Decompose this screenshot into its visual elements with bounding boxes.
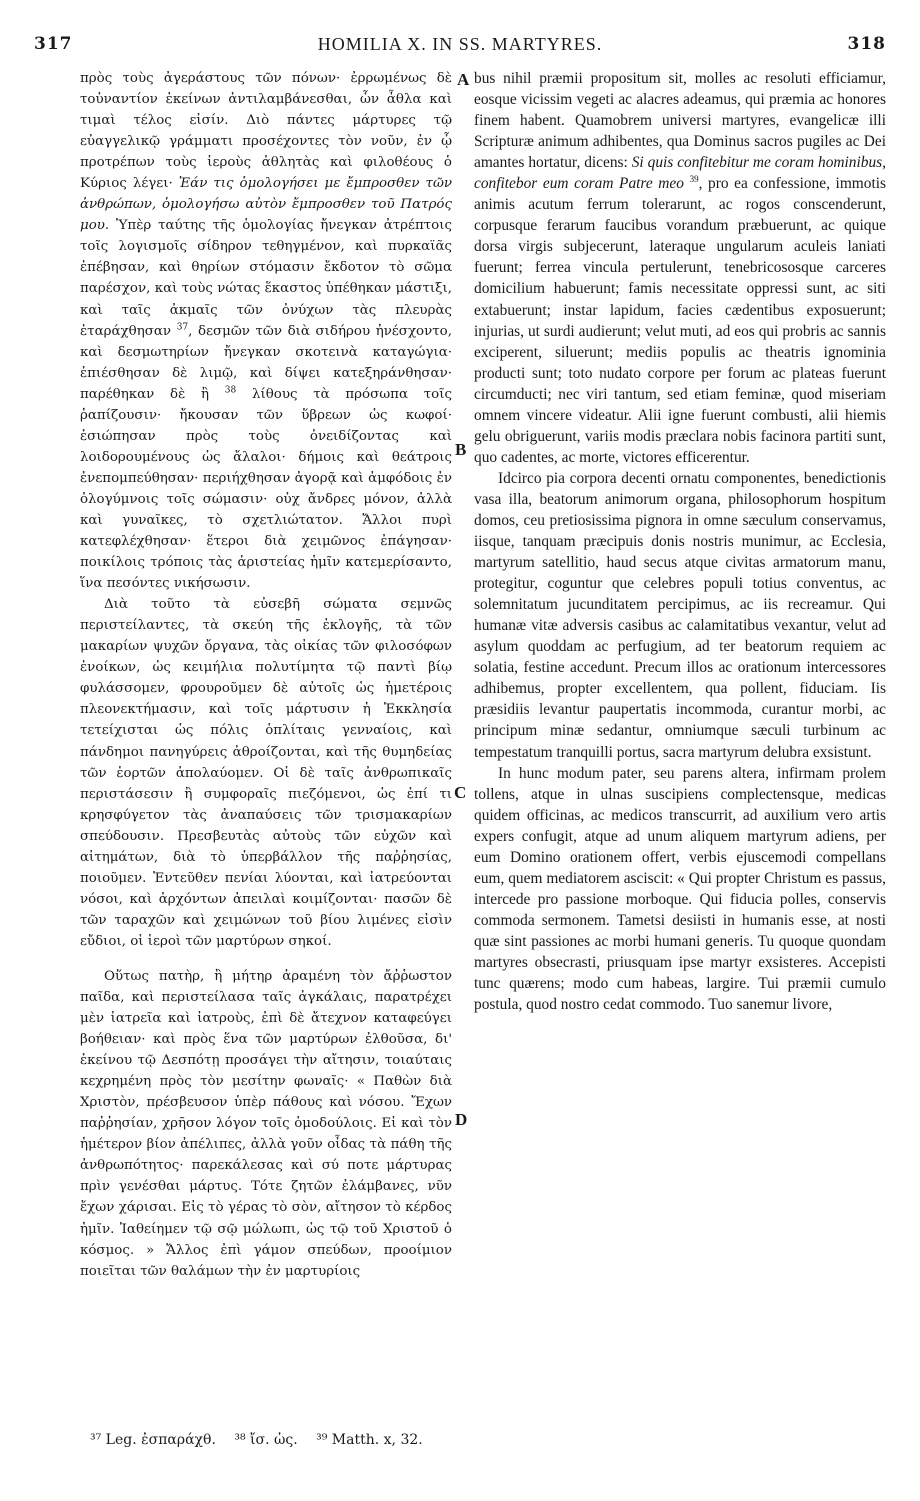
greek-p1-text-d: λίθους τὰ πρόσωπα τοῖς ῥαπίζουσιν· ἤκουσαν τῶν ὕβρεων ὡς κωφοί· ἐσιώπησαν πρὸς τοὺς ὀνειδίζοντας καὶ λοιδορουμένους ὡς ἄλαλοι· δήμοις καὶ θεάτροις ἐνεπομπεύθησαν· περιήχθησαν ἀγορᾷ καὶ ἀμφόδοις ἐν ὀλογύμνοις τοῖς σώμασιν· οὐχ ἄνδρες μόνον, ἀλλὰ καὶ γυναῖκες, τὸ σχετλιώτατον. Ἄλλοι πυρὶ κατεφλέχθησαν· ἕτεροι διὰ χειμῶνος ἐπάγησαν· ποικίλοις τρόποις τὰς ἀριστείας ἡμῖν κατεμερίσαντο, ἵνα πεσόντες νικήσωσιν. <box>80 386 452 592</box>
greek-p1-scripture-quote: Ἐάν τις ὁμολογήσει με ἔμπροσθεν τῶν ἀνθρώπων, ὁμολογήσω αὐτὸν ἔμπροσθεν τοῦ Πατρός μου. <box>80 176 453 234</box>
paragraph-gap <box>80 952 452 966</box>
greek-paragraph-2: Διὰ τοῦτο τὰ εὐσεβῆ σώματα σεμνῶς περιστείλαντες, τὰ σκεύη τῆς ἐκλογῆς, τὰ τῶν μακαρίων ψυχῶν ὄργανα, τὰς οἰκίας τῶν φιλοσόφων ἐνοίκων, ὡς κειμήλια πολυτίμητα τῷ παντὶ βίῳ φυλάσσομεν, φρουροῦμεν δὲ αὐτοῖς ὡς ἡμετέροις πλεονεκτήμασιν, καὶ τοῖς μάρτυσιν ἡ Ἐκκλησία τετείχισται ὡς πόλις ὁπλίταις γενναίοις, καὶ πάνδημοι πανηγύρεις ἀθροίζονται, καὶ τῆς θυμηδείας τῶν ἑορτῶν ἀπολαύομεν. Οἱ δὲ ταῖς ἀνθρωπικαῖς περιστάσεσιν ἢ συμφοραῖς πιεζόμενοι, ὡς ἐπί τι κρησφύγετον τὰς ἀναπαύσεις τῶν τρισμακαρίων σπεύδουσιν. Πρεσβευτὰς αὐτοὺς τῶν εὐχῶν καὶ αἰτημάτων, διὰ τὸ ὑπερβάλλον τῆς παῤῥησίας, ποιοῦμεν. Ἐντεῦθεν πενίαι λύονται, καὶ ἰατρεύονται νόσοι, καὶ ἀρχόντων ἀπειλαὶ κοιμίζονται· πασῶν δὲ τῶν ταραχῶν καὶ χειμώνων τοῦ βίου λιμένες εἰσὶν εὔδιοι, οἱ ἱεροὶ τῶν μαρτύρων σηκοί. <box>80 597 452 949</box>
latin-p1-text-b: , pro ea confessione, immotis animis acutum ferrum tolerarunt, ac rogos conscenderunt, corpusque ferarum faucibus vorandum præbuerunt, ac quique dorsa virgis subjecerunt, lateraque ungularum aculeis laniati fuerunt; ferrea vincula pertulerunt, tenebricososque carceres domicilium habuerunt; famis necessitate oppressi sunt, ac siti extabuerunt; instar lapidum, facies cædentibus exposuerunt; injurias, ut surdi audierunt; velut muti, ad eos qui probris ac sannis exciperent, siluerunt; mediis populis ac theatris ignominia producti sunt; toto nudato corpore per forum ac plateas fuerunt circumducti; nec viri tantum, sed etiam feminæ, quod miseriam omnem vincere videatur. Alii igne fuerunt combusti, alii hiemis gelu obriguerunt, variis modis præclara nobis facinora partiti sunt, quo cadentes, ac morte, victores efficerentur. <box>474 175 886 466</box>
greek-paragraph-3: Οὕτως πατὴρ, ἢ μήτηρ ἀραμένη τὸν ἄῤῥωστον παῖδα, καὶ περιστείλασα ταῖς ἀγκάλαις, παρατρέχει μὲν ἰατρεῖα καὶ ἰατροὺς, ἐπὶ δὲ ἄτεχνον καταφεύγει βοήθειαν· καὶ πρὸς ἕνα τῶν μαρτύρων ἐλθοῦσα, δι' ἐκείνου τῷ Δεσπότῃ προσάγει τὴν αἴτησιν, τοιαύταις κεχρημένη πρὸς τὸν μεσίτην φωναῖς· « Παθὼν διὰ Χριστὸν, πρέσβευσον ὑπὲρ πάθους καὶ νόσου. Ἔχων παῤῥησίαν, χρῆσον λόγον τοῖς ὁμοδούλοις. Εἰ καὶ τὸν ἡμέτερον βίον ἀπέλιπες, ἀλλὰ γοῦν οἶδας τὰ πάθη τῆς ἀνθρωπότητος· παρεκάλεσας καὶ σύ ποτε μάρτυρας πρὶν γενέσθαι μάρτυς. Τότε ζητῶν ἐλάμβανες, νῦν ἔχων χάρισαι. Εἰς τὸ γέρας τὸ σὸν, αἴτησον τὸ κέρδος ἡμῖν. Ἰαθείημεν τῷ σῷ μώλωπι, ὡς τῷ τοῦ Χριστοῦ ὁ κόσμος. » Ἄλλος ἐπὶ γάμον σπεύδων, προοίμιον ποιεῖται τῶν θαλάμων τὴν ἐν μαρτυρίοις <box>80 968 452 1279</box>
running-title: HOMILIA X. IN SS. MARTYRES. <box>317 34 603 54</box>
greek-p1-text-c: , δεσμῶν τῶν διὰ σιδήρου ἠνέσχοντο, καὶ δεσμωτηρίων ἤνεγκαν σκοτεινὰ καταγώγια· ἐπιέσθησαν δὲ λιμῷ, καὶ δίψει κατεξηράνθησαν· παρέθηκαν δὲ ἢ <box>80 323 452 402</box>
footnote-37: ³⁷ Leg. ἐσπαράχθ. <box>90 1432 216 1448</box>
footnote-39: ³⁹ Matth. x, 32. <box>316 1432 423 1448</box>
page-header <box>34 34 886 58</box>
latin-p1-scripture-quote: Si quis confitebitur me coram hominibus, confitebor eum coram Patre meo <box>474 154 886 193</box>
greek-p1-text-a: πρὸς τοὺς ἀγεράστους τῶν πόνων· ἐρρωμένως δὲ τοὐναντίον ἐκείνων ἀντιλαμβάνεσθαι, ὧν ἆθλα καὶ τιμαὶ τέλος εἰσίν. Διὸ πάντες μάρτυρες τῷ εὐαγγελικῷ γράμματι προσέχοντες τὸν νοῦν, ἐν ᾧ προτρέπων τοὺς ἱεροὺς ἀθλητὰς καὶ φιλοθέους ὁ Κύριος λέγει· <box>80 71 452 192</box>
footnote-38: ³⁸ ἴσ. ὡς. <box>234 1432 298 1448</box>
page-number-right: 318 <box>847 34 886 54</box>
latin-paragraph-3: In hunc modum pater, seu parens altera, infirmam prolem tollens, atque in ulnas suscipiens complectensque, medicas quidem officinas, ac medicos transcurrit, ad auxilium vero artis expers confugit, atque ad unum aliquem martyrum adiens, per eum Domino orationem offert, verbis ejuscemodi compellans eum, quem mediatorem asciscit: « Qui propter Christum es passus, intercede pro passione morboque. Qui fiducia polles, conservis commoda sermonem. Tametsi desiisti in humanis esse, at nosti quæ sint passiones ac morbi humani generis. Tu quoque quondam martyres obsecrasti, priusquam ipse martyr exsisteres. Accepisti tunc quærens; modo cum habeas, largire. Tui præmii cumulo postula, quod nostro cedat commodo. Tuo sanemur livore, <box>474 764 886 1014</box>
margin-marker-a: A <box>457 70 470 89</box>
greek-p1-text-b: Ὑπὲρ ταύτης τῆς ὁμολογίας ἤνεγκαν ἀτρέπτοις τοῖς λογισμοῖς σίδηρον τεθηγμένον, καὶ πυρκαϊᾶς ἐπέβησαν, καὶ θηρίων στόμασιν ἔκδοτον τὸ σῶμα παρέσχον, καὶ τοὺς νώτας ἕκαστος ὑπέθηκαν μάστιξι, καὶ ταῖς ἀκμαῖς τῶν ὀνύχων τὰς πλευρὰς ἐταράχθησαν <box>80 218 452 339</box>
footnotes <box>90 1432 437 1448</box>
greek-column <box>80 68 452 1282</box>
page-number-left: 317 <box>34 34 73 54</box>
greek-paragraph-1 <box>80 68 452 594</box>
footnote-ref-37: 37 <box>176 322 189 333</box>
footnote-ref-38: 38 <box>224 385 237 396</box>
margin-marker-d: D <box>455 1110 468 1129</box>
latin-column <box>474 68 886 1015</box>
latin-paragraph-2: Idcirco pia corpora decenti ornatu componentes, benedictionis vasa illa, beatorum animorum organa, philosophorum hospitum domos, ceu pretiosissima pignora in omne sæculum conservamus, iisque, tanquam præcipuis donis nostris munimur, ac Ecclesia, martyrum satellitio, haud secus atque civitas armatorum manu, protegitur, coguntur que celebres populi totius conventus, ac solemnitatum jucunditatem percipimus, ac iis recreamur. Qui humanæ vitæ adversis casibus ac calamitatibus vexantur, velut ad asylum quoddam ac perfugium, ad ter beatorum requiem ac solatia, festine accedunt. Precum illos ac orationum intercessores adhibemus, propter excellentem, qua pollent, fiduciam. Iis præsidiis levantur paupertatis incommoda, curantur morbi, ac principum minæ sedantur, omniumque sæculi turbinum ac tempestatum tranquilli portus, sacra martyrum delubra exsistunt. <box>474 469 886 761</box>
margin-marker-b: B <box>455 440 467 459</box>
latin-paragraph-1 <box>474 68 886 468</box>
latin-p1-text-a: bus nihil præmii propositum sit, molles ac resoluti efficiamur, eosque vicissim vegeti ac alacres adeamus, qui præmia ac honores finem habent. Quamobrem universi martyres, evangelicæ illi Scripturæ animum adhibentes, qua Dominus sacros pugiles ac Dei amantes hortatur, dicens: <box>474 70 886 172</box>
footnote-ref-39: 39 <box>689 174 699 185</box>
margin-marker-c: C <box>454 783 467 802</box>
